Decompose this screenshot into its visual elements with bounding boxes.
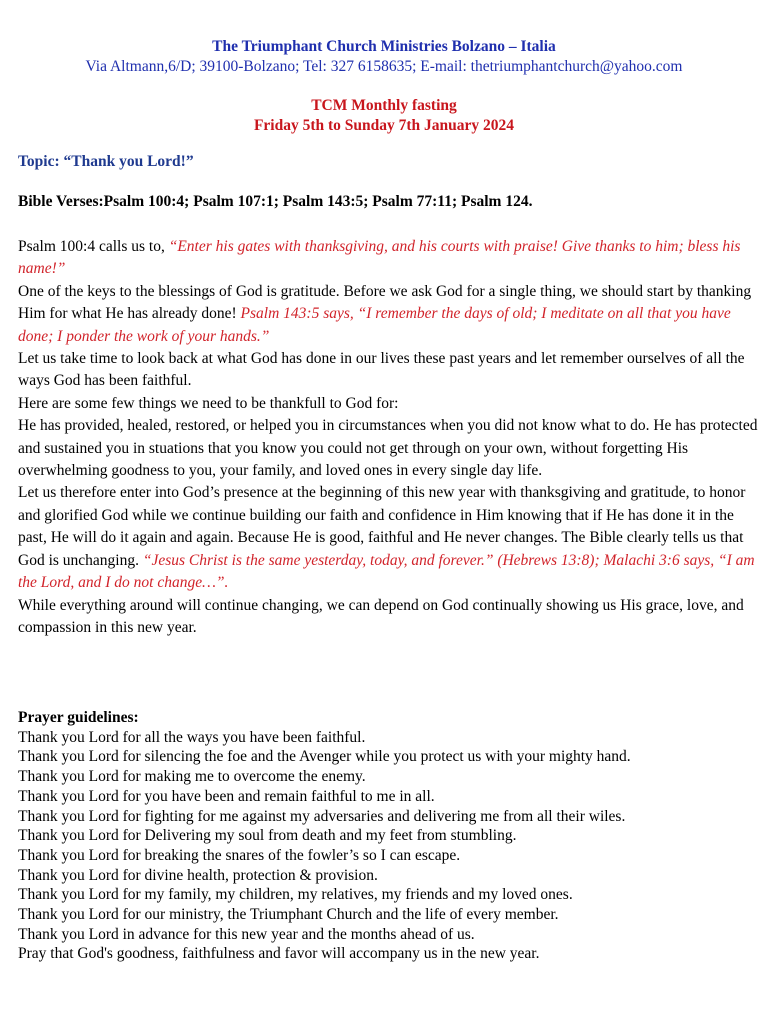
paragraph-5: He has provided, healed, restored, or helped you in circumstances when you did not know what to do. He has protected and sustained you in stuations that you know you could not get through on your own, without forgetting His overwhelming goodness to you, your family, and loved ones in every single day life. — [18, 417, 758, 480]
prayer-item: Pray that God's goodness, faithfulness and favor will accompany us in the new year. — [18, 945, 540, 963]
prayer-item: Thank you Lord for making me to overcome the enemy. — [18, 768, 366, 786]
prayer-item: Thank you Lord for breaking the snares of the fowler’s so I can escape. — [18, 846, 461, 864]
paragraph-1 — [18, 236, 758, 281]
prayer-item: Thank you Lord for all the ways you have been faithful. — [18, 728, 366, 746]
fasting-dates: Friday 5th to Sunday 7th January 2024 — [253, 117, 515, 134]
bible-verses: Bible Verses:Psalm 100:4; Psalm 107:1; Psalm 143:5; Psalm 77:11; Psalm 124. — [18, 193, 533, 210]
body-text — [18, 236, 758, 639]
paragraph-3: Let us take time to look back at what God has done in our lives these past years and let remember ourselves of all the ways God has been faithful. — [18, 350, 745, 390]
paragraph-2 — [18, 281, 758, 348]
prayer-heading: Prayer guidelines: — [18, 709, 139, 726]
prayer-item: Thank you Lord for you have been and remain faithful to me in all. — [18, 787, 435, 805]
p2-quote: Psalm 143:5 says, “I remember the days of old; I meditate on all that you have done; I ponder the work of your hands.” — [18, 305, 731, 345]
p1-lead: Psalm 100:4 calls us to, — [18, 238, 169, 255]
paragraph-7: While everything around will continue changing, we can depend on God continually showing us His grace, love, and compassion in this new year. — [18, 596, 744, 636]
prayer-item: Thank you Lord for fighting for me against my adversaries and delivering me from all their wiles. — [18, 807, 626, 825]
fasting-title: TCM Monthly fasting — [311, 97, 457, 114]
p6-text: Let us therefore enter into God’s presence at the beginning of this new year with thanksgiving and gratitude, to honor and glorified God while we continue building our faith and confidence in Him knowing that if He has done it in the past, He will do it again and again. Because He is good, faithful and He never changes. The Bible clearly tells us that God is unchanging. — [18, 484, 746, 569]
prayer-item: Thank you Lord for my family, my children, my relatives, my friends and my loved ones. — [18, 886, 573, 904]
topic-heading: Topic: “Thank you Lord!” — [18, 153, 194, 170]
prayer-item: Thank you Lord in advance for this new year and the months ahead of us. — [18, 925, 475, 943]
paragraph-6 — [18, 482, 758, 594]
church-name: The Triumphant Church Ministries Bolzano – Italia — [212, 38, 556, 55]
prayer-item: Thank you Lord for our ministry, the Triumphant Church and the life of every member. — [18, 906, 559, 924]
prayer-item: Thank you Lord for Delivering my soul from death and my feet from stumbling. — [18, 827, 517, 845]
paragraph-4: Here are some few things we need to be thankfull to God for: — [18, 394, 399, 412]
prayer-item: Thank you Lord for divine health, protection & provision. — [18, 866, 378, 884]
church-address: Via Altmann,6/D; 39100-Bolzano; Tel: 327 6158635; E-mail: thetriumphantchurch@yahoo.com — [85, 58, 683, 75]
prayer-item: Thank you Lord for silencing the foe and the Avenger while you protect us with your mighty hand. — [18, 748, 631, 766]
p2-text: One of the keys to the blessings of God is gratitude. Before we ask God for a single thing, we should start by thanking Him for what He has already done! — [18, 282, 752, 323]
prayer-guidelines — [18, 708, 758, 964]
p1-quote: “Enter his gates with thanksgiving, and his courts with praise! Give thanks to him; bless his name!” — [18, 238, 741, 278]
p6-quote: “Jesus Christ is the same yesterday, today, and forever.” (Hebrews 13:8); Malachi 3:6 says, “I am the Lord, and I do not change…”. — [18, 551, 755, 592]
